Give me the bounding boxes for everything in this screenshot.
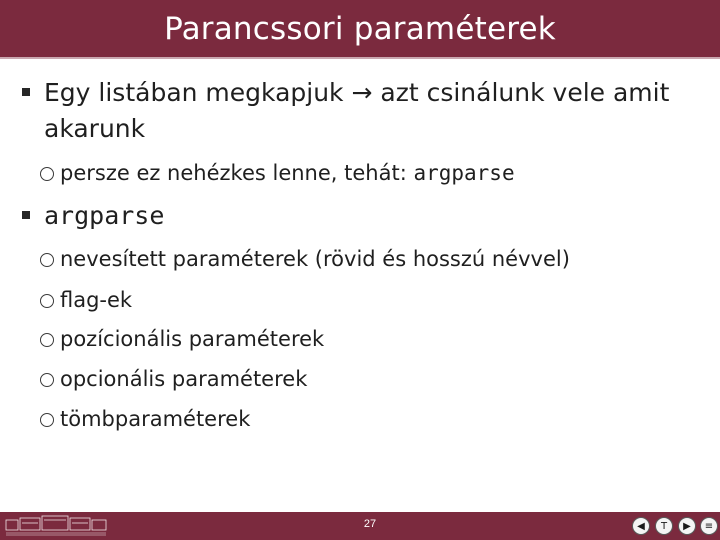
sub-bullet-text: persze ez nehézkes lenne, tehát: bbox=[60, 161, 414, 185]
square-bullet-icon bbox=[22, 88, 30, 96]
square-bullet-icon bbox=[22, 211, 30, 219]
code-argparse: argparse bbox=[413, 161, 515, 185]
end-icon[interactable]: ≡ bbox=[700, 517, 718, 535]
bullet-1-line-1 bbox=[44, 76, 669, 110]
circle-bullet-icon bbox=[40, 253, 54, 267]
circle-bullet-icon bbox=[40, 294, 54, 308]
right-arrow-icon: → bbox=[351, 78, 373, 107]
bullet-1-text: Egy listában megkapjuk bbox=[44, 78, 344, 107]
slide-title: Parancssori paraméterek bbox=[164, 10, 556, 47]
circle-bullet-icon bbox=[40, 373, 54, 387]
bullet-2-code: argparse bbox=[44, 201, 165, 230]
sub-bullet-2-3 bbox=[40, 324, 324, 354]
forward-icon[interactable]: ▶ bbox=[678, 517, 696, 535]
footer-bar bbox=[0, 512, 720, 540]
sub-bullet-2-2 bbox=[40, 285, 132, 315]
sub-bullet-2-1 bbox=[40, 244, 570, 274]
title-bar bbox=[0, 0, 720, 59]
bullet-1-text-rest: azt csinálunk vele amit bbox=[380, 78, 670, 107]
sub-bullet-text: opcionális paraméterek bbox=[60, 367, 308, 391]
sub-bullet-text: tömbparaméterek bbox=[60, 407, 251, 431]
bullet-1 bbox=[22, 76, 669, 110]
home-icon[interactable]: T bbox=[655, 517, 673, 535]
sub-bullet-text: nevesített paraméterek (rövid és hosszú névvel) bbox=[60, 247, 570, 271]
sub-bullet-1-1 bbox=[40, 158, 515, 188]
bullet-1-cont bbox=[22, 112, 145, 146]
circle-bullet-icon bbox=[40, 167, 54, 181]
university-logo-icon bbox=[4, 514, 110, 538]
page-number: 27 bbox=[363, 518, 377, 530]
bullet-2 bbox=[22, 199, 164, 233]
sub-bullet-2-5 bbox=[40, 404, 250, 434]
circle-bullet-icon bbox=[40, 413, 54, 427]
bullet-1-line-2: akarunk bbox=[44, 114, 146, 143]
sub-bullet-text: pozícionális paraméterek bbox=[60, 327, 325, 351]
back-icon[interactable]: ◀ bbox=[632, 517, 650, 535]
sub-bullet-text: flag-ek bbox=[60, 288, 133, 312]
sub-bullet-2-4 bbox=[40, 364, 307, 394]
circle-bullet-icon bbox=[40, 333, 54, 347]
